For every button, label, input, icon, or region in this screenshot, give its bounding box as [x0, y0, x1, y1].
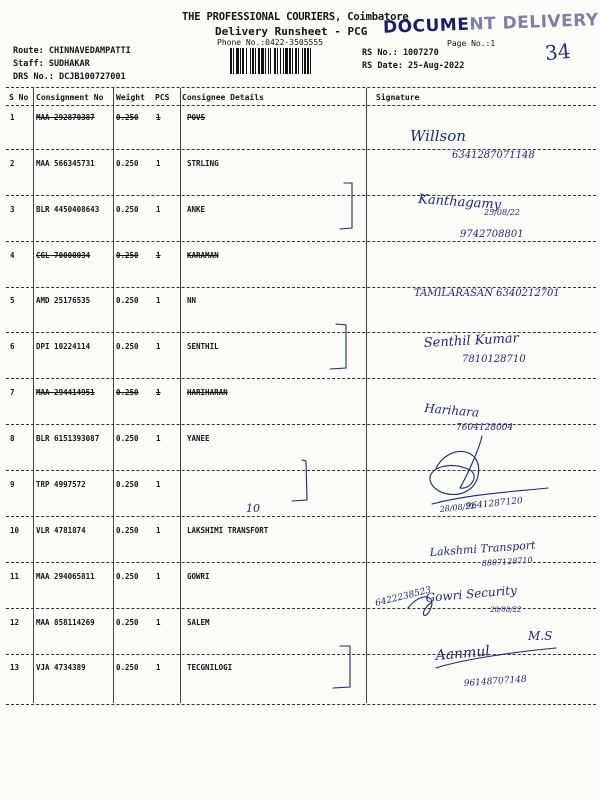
sig-row1-name: Willson: [410, 127, 466, 145]
cell-consignee: GOWRI: [187, 572, 210, 581]
col-consignee: Consignee Details: [182, 93, 264, 102]
cell-weight: 0.250: [116, 618, 139, 627]
cell-sno: 5: [10, 296, 15, 305]
row-divider: [6, 195, 596, 196]
cell-consignment: MAA 294414951: [36, 388, 95, 397]
cell-weight: 0.250: [116, 251, 139, 260]
cell-consignee: STRLING: [187, 159, 219, 168]
sig-row7-phone: 7604128004: [456, 423, 514, 433]
cell-pcs: 1: [156, 113, 161, 122]
table-row: [0, 526, 600, 538]
row-divider: [6, 608, 596, 609]
sig-row3-date: 25/08/22: [484, 208, 520, 217]
drs-number: DRS No.: DCJB100727001: [13, 72, 126, 82]
sig-row13-phone: 96148707148: [463, 674, 528, 689]
cell-sno: 7: [10, 388, 15, 397]
sig-row6-name: Senthil Kumar: [423, 331, 520, 351]
cell-consignee: KARAMAN: [187, 251, 219, 260]
cell-consignment: MAA 858114269: [36, 618, 95, 627]
cell-weight: 0.250: [116, 572, 139, 581]
col-consignment: Consignment No: [36, 93, 104, 102]
cell-consignment: AMD 25176535: [36, 296, 91, 305]
cell-pcs: 1: [156, 663, 161, 672]
cell-sno: 1: [10, 113, 15, 122]
cell-pcs: 1: [156, 572, 161, 581]
runsheet-subtitle: Delivery Runsheet - PCG: [215, 25, 368, 38]
cell-weight: 0.250: [116, 480, 139, 489]
col-signature: Signature: [376, 93, 420, 102]
cell-consignee: TECGNILOGI: [187, 663, 233, 672]
table-bottom-rule: [6, 704, 596, 705]
table-row: [0, 388, 600, 400]
row-divider: [6, 378, 596, 379]
sig-row7-name: Harihara: [423, 401, 480, 420]
cell-consignment: BLR 6151393087: [36, 434, 100, 443]
cell-consignee: ANKE: [187, 205, 206, 214]
table-row: [0, 251, 600, 263]
sig-row13-mark: M.S: [528, 629, 553, 643]
sig-row11-name: Gowri Security: [425, 583, 518, 605]
sig-row9-phone: 9641287120: [465, 496, 524, 512]
cell-sno: 6: [10, 342, 15, 351]
cell-sno: 12: [10, 618, 20, 627]
table-row: [0, 663, 600, 675]
cell-consignment: MAA 294065811: [36, 572, 95, 581]
cell-consignment: CGL 70000034: [36, 251, 91, 260]
phone-number: Phone No.:0422-3505555: [217, 38, 323, 47]
stamp-bold: DOCUME: [382, 14, 470, 38]
row-divider: [6, 332, 596, 333]
rs-number: RS No.: 1007270: [362, 48, 439, 58]
cell-sno: 8: [10, 434, 15, 443]
header-top-rule: [6, 87, 596, 88]
cell-sno: 10: [10, 526, 20, 535]
table-row: [0, 342, 600, 354]
col-pcs: PCS: [155, 93, 170, 102]
company-title: THE PROFESSIONAL COURIERS, Coimbatore: [182, 11, 409, 23]
cell-consignment: VLR 4781874: [36, 526, 86, 535]
cell-consignee: YANEE: [187, 434, 210, 443]
cell-consignment: TRP 4997572: [36, 480, 86, 489]
cell-pcs: 1: [156, 296, 161, 305]
cell-consignment: MAA 566345731: [36, 159, 95, 168]
row-divider: [6, 149, 596, 150]
row-divider: [6, 654, 596, 655]
cell-consignment: BLR 4450408643: [36, 205, 100, 214]
sig-row13-name: Aanmul: [434, 643, 491, 664]
row-divider: [6, 241, 596, 242]
cell-weight: 0.250: [116, 434, 139, 443]
sig-row9-date: 28/08/22: [439, 501, 476, 514]
cell-pcs: 1: [156, 342, 161, 351]
header-bottom-rule: [6, 105, 596, 106]
sig-row11-phone: 6422238523: [374, 585, 433, 609]
cell-pcs: 1: [156, 251, 161, 260]
cell-consignee: HARIHARAN: [187, 388, 228, 397]
route-label: Route: CHINNAVEDAMPATTI: [13, 46, 131, 56]
row-divider: [6, 562, 596, 563]
sig-row10-name: Lakshmi Transport: [429, 538, 536, 559]
sig-row3-name: Kanthagamy: [417, 192, 502, 213]
table-row: [0, 572, 600, 584]
cell-weight: 0.250: [116, 205, 139, 214]
cell-sno: 2: [10, 159, 15, 168]
cell-sno: 3: [10, 205, 15, 214]
table-row: [0, 159, 600, 171]
cell-consignment: VJA 4734389: [36, 663, 86, 672]
cell-weight: 0.250: [116, 388, 139, 397]
cell-pcs: 1: [156, 480, 161, 489]
cell-consignee: POVS: [187, 113, 206, 122]
table-row: [0, 434, 600, 446]
cell-sno: 4: [10, 251, 15, 260]
stamp-faded: NT DELIVERY: [469, 10, 600, 35]
col-sno: S No: [9, 93, 29, 102]
signature-flourish-row11: [408, 597, 432, 616]
cell-pcs: 1: [156, 434, 161, 443]
table-row: [0, 113, 600, 125]
cell-sno: 9: [10, 480, 15, 489]
cell-sno: 13: [10, 663, 20, 672]
barcode: [230, 48, 352, 74]
handwritten-page-mark: 34: [543, 38, 572, 66]
table-row: [0, 296, 600, 308]
row9-handwritten-note: 10: [246, 502, 260, 515]
cell-sno: 11: [10, 572, 20, 581]
cell-pcs: 1: [156, 159, 161, 168]
table-row: [0, 205, 600, 217]
cell-weight: 0.250: [116, 526, 139, 535]
cell-consignment: MAA 292870387: [36, 113, 95, 122]
cell-weight: 0.250: [116, 296, 139, 305]
row-divider: [6, 516, 596, 517]
sig-row10-phone: 8807128710: [481, 555, 533, 568]
cell-consignee: SALEM: [187, 618, 210, 627]
page-number: Page No.:1: [447, 39, 496, 48]
cell-weight: 0.250: [116, 159, 139, 168]
cell-consignee: NN: [187, 296, 197, 305]
staff-label: Staff: SUDHAKAR: [13, 59, 90, 69]
row-divider: [6, 470, 596, 471]
sig-row3-phone: 9742708801: [460, 229, 524, 240]
table-row: [0, 480, 600, 492]
row-divider: [6, 424, 596, 425]
sig-row11-date: 28/08/22: [490, 606, 522, 614]
sig-row4: TAMILARASAN 6340212701: [414, 288, 560, 299]
rs-date: RS Date: 25-Aug-2022: [362, 61, 465, 71]
table-row: [0, 618, 600, 630]
sig-row1-phone: 6341287071148: [452, 150, 535, 161]
cell-consignee: LAKSHIMI TRANSFORT: [187, 526, 269, 535]
document-delivery-stamp: [383, 10, 599, 38]
cell-pcs: 1: [156, 618, 161, 627]
cell-consignee: SENTHIL: [187, 342, 219, 351]
cell-pcs: 1: [156, 526, 161, 535]
cell-pcs: 1: [156, 388, 161, 397]
cell-weight: 0.250: [116, 113, 139, 122]
col-weight: Weight: [116, 93, 145, 102]
cell-weight: 0.250: [116, 342, 139, 351]
cell-weight: 0.250: [116, 663, 139, 672]
cell-pcs: 1: [156, 205, 161, 214]
row-divider: [6, 287, 596, 288]
cell-consignment: DPI 10224114: [36, 342, 91, 351]
sig-row6-phone: 7810128710: [462, 354, 526, 365]
